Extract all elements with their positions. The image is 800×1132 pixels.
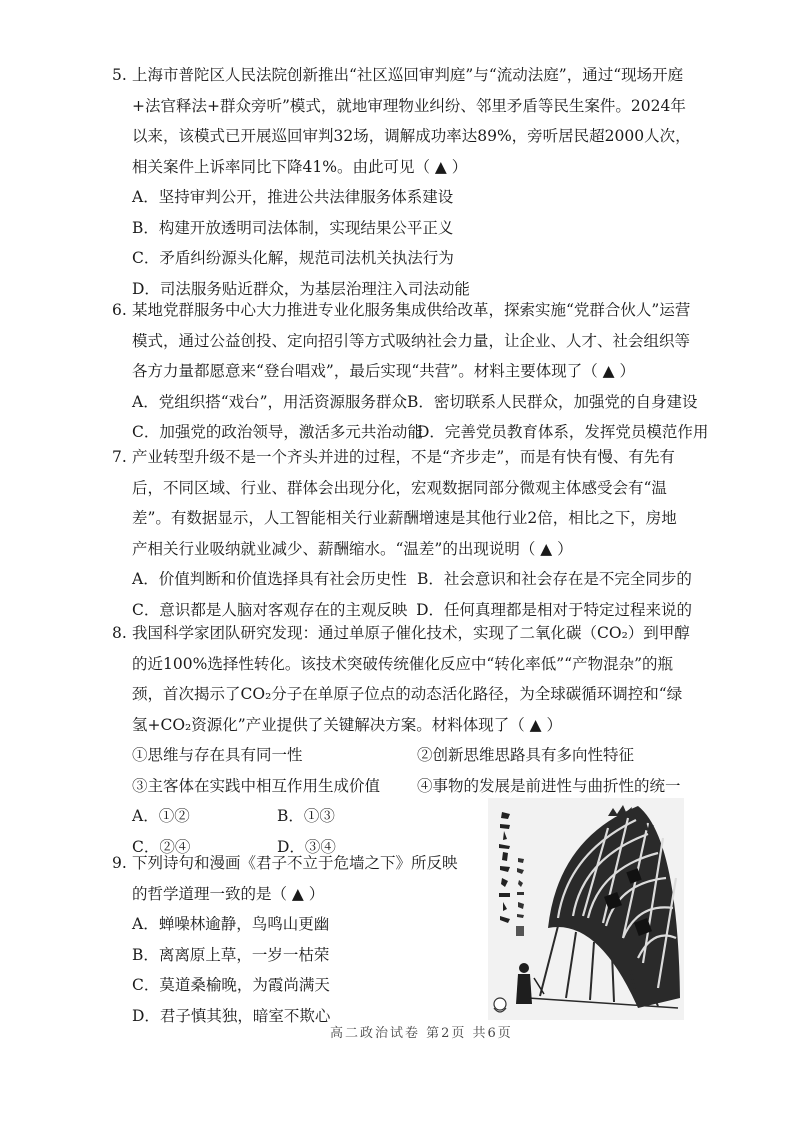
seal-mark <box>516 926 524 936</box>
option-c: C．②④ <box>132 837 191 856</box>
option-d: D．司法服务贴近群众，为基层治理注入司法动能 <box>132 279 470 298</box>
option-b: B．社会意识和社会存在是不完全同步的 <box>417 570 692 588</box>
option-d: D．任何真理都是相对于特定过程来说的 <box>416 600 692 619</box>
option-c: C．意识都是人脑对客观存在的主观反映 <box>132 600 408 619</box>
option-b: B．密切联系人民群众，加强党的自身建设 <box>407 392 698 411</box>
page-footer: 高二政治试卷 第2页 共6页 <box>330 1026 513 1041</box>
option-a: A．坚持审判公开，推进公共法律服务体系建设 <box>132 188 454 206</box>
question-stem: 6. 某地党群服务中心大力推进专业化服务集成供给改革，探索实施“党群合伙人”运营模式，通过公益创投、定向招引等方式吸纳社会力量，让企业、人才、社会组织等各方力量都愿意来“登台唱戏”，最后实现“共营”。材料主要体现了（ ▲ ） <box>112 301 691 380</box>
question-stem: 5. 上海市普陀区人民法院创新推出“社区巡回审判庭”与“流动法庭”，通过“现场开庭+法官释法+群众旁听”模式，就地审理物业纠纷、邻里矛盾等民生案件。2024年以来，该模式已开展巡回审判32场，调解成功率达89%，旁听居民超2000人次，相关案件上诉率同比下降41%。由此可见（ ▲ ） <box>112 66 691 176</box>
statement-row <box>112 771 692 802</box>
small-figure <box>494 998 506 1012</box>
option-a: A．价值判断和价值选择具有社会历史性 <box>132 570 407 588</box>
option-a: A．党组织搭“戏台”，用活资源服务群众 <box>132 392 408 411</box>
statement-row <box>112 740 692 771</box>
cartoon-image <box>488 798 684 1020</box>
question-7 <box>112 442 692 625</box>
option-b: B．①③ <box>277 807 335 825</box>
statement-1: ①思维与存在具有同一性 <box>132 746 303 764</box>
option-row <box>112 564 692 595</box>
option-c: C．莫道桑榆晚，为霞尚满天 <box>132 976 330 994</box>
statement-2: ②创新思维思路具有多向性特征 <box>417 746 635 764</box>
option-b: B．离离原上草，一岁一枯荣 <box>132 945 330 964</box>
option-b: B．构建开放透明司法体制，实现结果公平正义 <box>132 218 454 237</box>
option-d: D．完善党员教育体系，发挥党员模范作用 <box>417 423 709 441</box>
option-a: A．①② <box>132 807 190 825</box>
statement-3: ③主客体在实践中相互作用生成价值 <box>132 776 381 795</box>
option-d: D．③④ <box>277 837 336 856</box>
question-stem: 7. 产业转型升级不是一个齐头并进的过程，不是“齐步走”，而是有快有慢、有先有后，不同区域、行业、群体会出现分化，宏观数据同部分微观主体感受会有“温差”。有数据显示，人工智能相关行业薪酬增速是其他行业2倍，相比之下，房地产相关行业吸纳就业减少、薪酬缩水。“温差”的出现说明（ ▲ ） <box>112 448 677 558</box>
question-5 <box>112 60 692 304</box>
question-stem: 8. 我国科学家团队研究发现：通过单原子催化技术，实现了二氧化碳（CO₂）到甲醇的近100%选择性转化。该技术突破传统催化反应中“转化率低”“产物混杂”的瓶颈，首次揭示了CO₂分子在单原子位点的动态活化路径，为全球碳循环调控和“绿氢+CO₂资源化”产业提供了关键解决方案。材料体现了（ ▲ ） <box>112 624 690 734</box>
question-6 <box>112 295 709 448</box>
option-c: C．矛盾纠纷源头化解，规范司法机关执法行为 <box>132 249 454 267</box>
statement-4: ④事物的发展是前进性与曲折性的统一 <box>417 776 681 795</box>
option-a: A．蝉噪林逾静，鸟鸣山更幽 <box>132 915 330 933</box>
question-stem: 9. 下列诗句和漫画《君子不立于危墙之下》所反映的哲学道理一致的是（ ▲ ） <box>112 854 458 903</box>
option-c: C．加强党的政治领导，激活多元共治动能 <box>132 423 423 441</box>
question-9 <box>112 848 472 1031</box>
option-row <box>112 387 698 418</box>
option-d: D．君子慎其独，暗室不欺心 <box>132 1006 331 1025</box>
